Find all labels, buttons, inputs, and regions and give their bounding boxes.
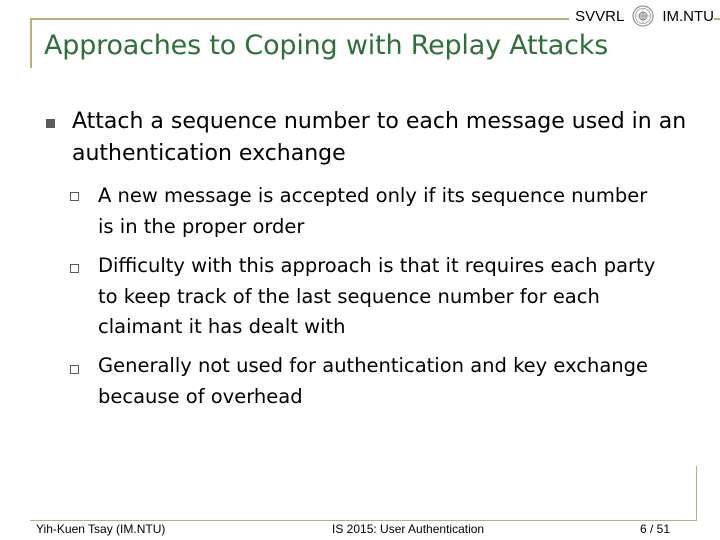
- footer-rule-vertical: [696, 466, 697, 521]
- lab-tag: SVVRL: [575, 7, 625, 25]
- header-tags: [569, 5, 714, 27]
- hollow-bullet-icon: [70, 365, 79, 374]
- footer-page-number: 6 / 51: [640, 522, 671, 536]
- footer-rule: [30, 520, 696, 521]
- main-bullet-text: Attach a sequence number to each message used in an authentication exchange: [72, 109, 687, 166]
- footer-course: IS 2015: User Authentication: [332, 522, 485, 536]
- dept-tag: IM.NTU: [662, 7, 714, 25]
- header-rule-vertical: [30, 18, 32, 68]
- sub-bullet-3: Generally not used for authentication and key exchange because of overhead: [98, 354, 649, 408]
- ntu-seal-icon: [632, 5, 654, 27]
- hollow-bullet-icon: [70, 192, 79, 201]
- sub-bullet-2: Difficulty with this approach is that it requires each party to keep track of the last sequence number for each claimant it has dealt with: [98, 254, 656, 338]
- footer-author: Yih-Kuen Tsay (IM.NTU): [36, 522, 166, 536]
- sub-bullet-1: A new message is accepted only if its sequence number is in the proper order: [98, 184, 648, 238]
- slide-title: Approaches to Coping with Replay Attacks: [44, 30, 609, 61]
- bullet-square-icon: [46, 119, 55, 128]
- hollow-bullet-icon: [70, 264, 79, 273]
